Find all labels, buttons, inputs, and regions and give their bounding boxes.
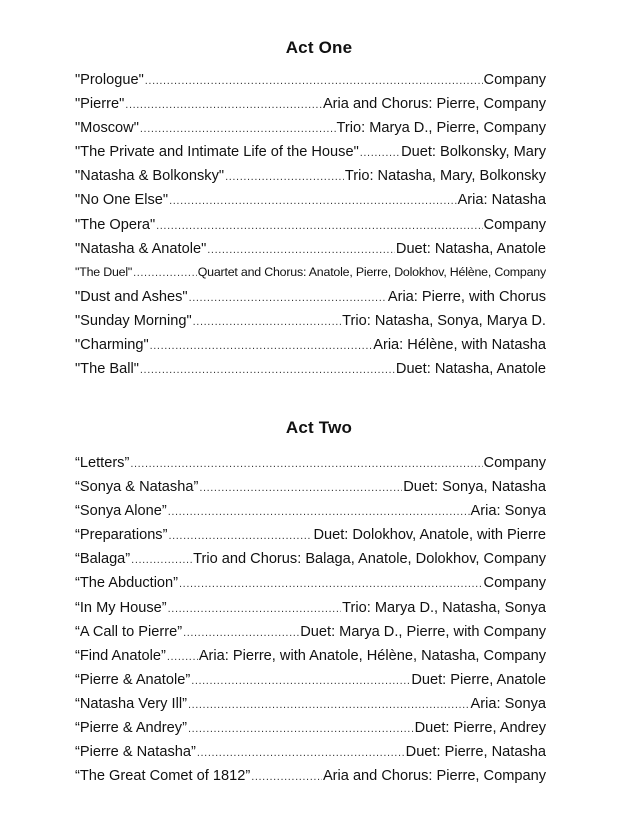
song-row [75, 696, 546, 720]
dot-leader [140, 364, 395, 376]
song-title: “Find Anatole” [75, 647, 166, 664]
song-performers: Aria: Sonya [470, 695, 546, 712]
dot-leader [193, 316, 342, 328]
dot-leader [191, 675, 410, 687]
song-row [75, 120, 546, 144]
song-performers: Duet: Pierre, Andrey [414, 720, 546, 737]
song-row [75, 648, 546, 672]
song-performers: Duet: Sonya, Natasha [403, 479, 546, 496]
dot-leader [179, 578, 483, 590]
dot-leader [150, 340, 373, 352]
song-performers: Trio: Natasha, Sonya, Marya D. [342, 312, 546, 329]
song-row [75, 361, 546, 385]
dot-leader [145, 75, 483, 87]
song-title: "The Ball" [75, 361, 139, 378]
song-title: “Letters” [75, 455, 130, 471]
act-two-song-list [75, 455, 546, 792]
song-row [75, 720, 546, 744]
song-title: "The Duel" [75, 264, 133, 279]
dot-leader [167, 651, 198, 663]
act-one-heading: Act One [285, 38, 353, 57]
dot-leader [188, 699, 470, 711]
dot-leader [207, 244, 395, 256]
song-performers: Duet: Pierre, Anatole [411, 671, 546, 688]
song-title: “In My House” [75, 599, 167, 616]
song-row [75, 768, 546, 792]
song-row [75, 289, 546, 313]
song-performers: Trio: Natasha, Mary, Bolkonsky [344, 168, 546, 185]
song-performers: Trio: Marya D., Pierre, Company [336, 120, 546, 137]
dot-leader [130, 458, 482, 470]
dot-leader [133, 267, 197, 279]
song-title: “A Call to Pierre” [75, 623, 183, 640]
song-performers: Company [483, 455, 546, 471]
dot-leader [125, 99, 322, 111]
act-two-heading: Act Two [285, 418, 353, 437]
song-title: “Pierre & Andrey” [75, 720, 187, 737]
dot-leader [199, 482, 402, 494]
song-performers: Aria: Sonya [470, 503, 546, 520]
dot-leader [225, 171, 344, 183]
song-title: "Prologue" [75, 72, 144, 88]
song-title: “The Great Comet of 1812” [75, 768, 251, 785]
song-title: "No One Else" [75, 192, 169, 209]
song-row [75, 217, 546, 241]
act-one-song-list [75, 72, 546, 385]
song-row [75, 551, 546, 575]
song-row [75, 455, 546, 479]
song-performers: Aria: Natasha [457, 192, 546, 209]
dot-leader [168, 603, 342, 615]
song-performers: Company [483, 216, 546, 233]
song-performers: Duet: Natasha, Anatole [395, 240, 546, 257]
song-row [75, 744, 546, 768]
song-performers: Aria and Chorus: Pierre, Company [322, 96, 546, 113]
song-title: “Sonya & Natasha” [75, 479, 199, 496]
dot-leader [360, 147, 400, 159]
song-title: "Dust and Ashes" [75, 288, 188, 305]
song-performers: Quartet and Chorus: Anatole, Pierre, Dolokhov, Hélène, Company [197, 264, 546, 279]
dot-leader [197, 747, 405, 759]
song-title: “Balaga” [75, 551, 131, 568]
song-performers: Aria: Pierre, with Anatole, Hélène, Natasha, Company [198, 647, 546, 664]
song-performers: Duet: Pierre, Natasha [405, 744, 546, 761]
song-performers: Company [483, 72, 546, 88]
song-row [75, 144, 546, 168]
song-row [75, 624, 546, 648]
song-row [75, 96, 546, 120]
dot-leader [140, 123, 336, 135]
dot-leader [189, 292, 387, 304]
song-performers: Trio: Marya D., Natasha, Sonya [342, 599, 546, 616]
song-title: “The Abduction” [75, 575, 179, 592]
song-row [75, 72, 546, 96]
dot-leader [168, 506, 470, 518]
dot-leader [168, 530, 312, 542]
song-title: "The Private and Intimate Life of the House" [75, 144, 359, 161]
song-row [75, 575, 546, 599]
song-row [75, 265, 546, 289]
song-row [75, 672, 546, 696]
song-performers: Company [483, 575, 546, 592]
song-performers: Trio and Chorus: Balaga, Anatole, Dolokhov, Company [193, 551, 546, 568]
song-title: "Natasha & Bolkonsky" [75, 168, 225, 185]
song-row [75, 527, 546, 551]
dot-leader [169, 195, 456, 207]
dot-leader [251, 771, 322, 783]
dot-leader [131, 554, 192, 566]
song-performers: Duet: Marya D., Pierre, with Company [300, 623, 546, 640]
song-title: "Pierre" [75, 96, 125, 113]
song-title: "The Opera" [75, 216, 156, 233]
song-performers: Duet: Dolokhov, Anatole, with Pierre [313, 527, 546, 544]
song-row [75, 192, 546, 216]
song-title: "Natasha & Anatole" [75, 240, 207, 257]
song-title: “Sonya Alone” [75, 503, 167, 520]
song-performers: Duet: Natasha, Anatole [395, 361, 546, 378]
song-title: “Pierre & Natasha” [75, 744, 196, 761]
song-title: “Preparations” [75, 527, 168, 544]
song-row [75, 337, 546, 361]
song-row [75, 479, 546, 503]
song-row [75, 313, 546, 337]
song-row [75, 168, 546, 192]
song-row [75, 241, 546, 265]
song-title: "Sunday Morning" [75, 312, 192, 329]
song-title: “Natasha Very Ill” [75, 695, 187, 712]
song-title: "Moscow" [75, 120, 139, 137]
song-performers: Aria: Pierre, with Chorus [387, 288, 546, 305]
dot-leader [183, 627, 299, 639]
song-row [75, 503, 546, 527]
dot-leader [188, 723, 414, 735]
song-title: “Pierre & Anatole” [75, 671, 191, 688]
dot-leader [156, 220, 482, 232]
song-title: "Charming" [75, 337, 149, 354]
song-performers: Aria: Hélène, with Natasha [373, 337, 546, 354]
song-performers: Duet: Bolkonsky, Mary [401, 144, 546, 161]
song-performers: Aria and Chorus: Pierre, Company [322, 768, 546, 785]
song-row [75, 600, 546, 624]
